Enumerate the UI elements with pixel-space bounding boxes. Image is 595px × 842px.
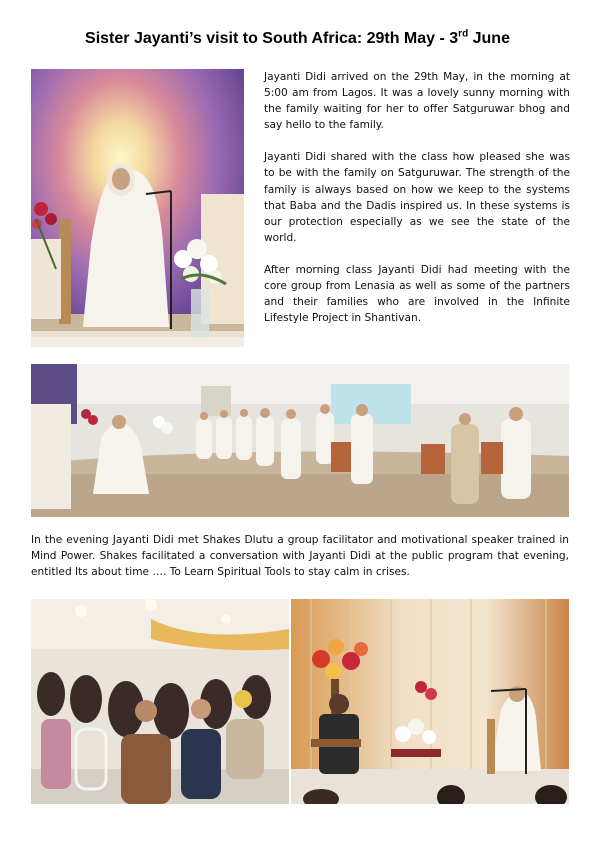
page-title: Sister Jayanti’s visit to South Africa: 29th May - 3rd June xyxy=(85,28,510,47)
paragraph-arrival: Jayanti Didi arrived on the 29th May, in the morning at 5:00 am from Lagos. It was a lovely sunny morning with the family waiting for her to offer Satguruwar bhog and say hello to the family. xyxy=(264,71,570,132)
photo-class-panorama xyxy=(31,364,569,517)
photo-public-audience xyxy=(31,599,289,804)
paragraph-evening: In the evening Jayanti Didi met Shakes Dlutu a group facilitator and motivational speaker trained in Mind Power. Shakes facilitated a conversation with Jayanti Didi at the public program that evening, entitled Its about time …. To Learn Spiritual Tools to stay calm in crises. xyxy=(31,534,569,578)
photo-stage-conversation xyxy=(291,599,569,804)
paragraph-class: Jayanti Didi shared with the class how pleased she was to be with the family on Satguruwar. The strength of the family is always based on how we keep to the systems that Baba and the Dadis inspired us. In these systems is our protection especially as we see the state of the world. xyxy=(264,151,570,244)
intro-text xyxy=(264,69,570,342)
photo-didi-seated xyxy=(31,69,244,347)
paragraph-meeting: After morning class Jayanti Didi had meeting with the core group from Lenasia as well as some of the partners and their families who are involved in the Infinite Lifestyle Project in Shantivan. xyxy=(264,263,570,325)
